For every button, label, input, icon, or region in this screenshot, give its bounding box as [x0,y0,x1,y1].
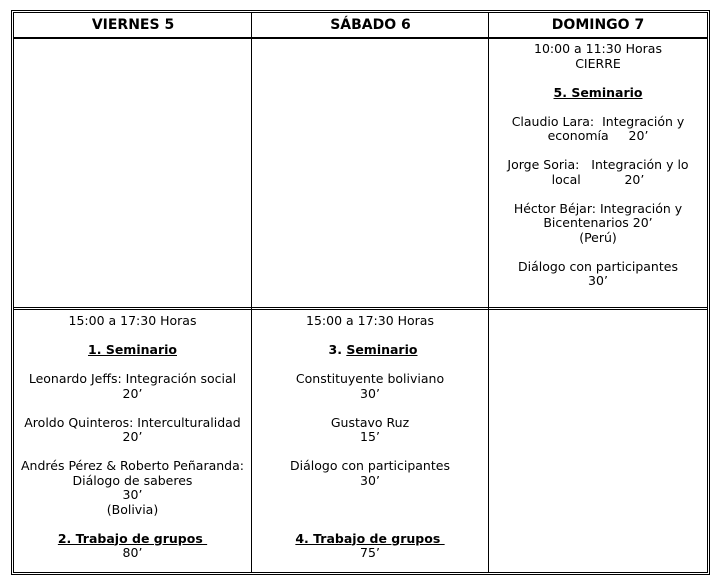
header-sabado: SÁBADO 6 [252,13,489,39]
talk-line: Diálogo con participantes [518,258,678,274]
talk-line: Aroldo Quinteros: Interculturalidad [24,414,241,430]
session-title: 2. Trabajo de grupos [57,530,208,546]
schedule-table [11,10,710,575]
session-title [252,343,488,358]
session-duration: 80’ [122,545,143,560]
talk-line: 30’ [588,273,608,288]
session-time: 15:00 a 17:30 Horas [68,313,197,328]
session-duration: 75’ [360,545,380,560]
talk-line: Constituyente boliviano [295,371,445,386]
talk-line: Héctor Béjar: Integración y [513,200,683,216]
sabado-afternoon-cell [252,314,488,561]
talk-line: 20’ [122,429,143,444]
talk-line: 15’ [360,429,380,444]
session-time: 15:00 a 17:30 Horas [306,313,434,328]
talk-line: Andrés Pérez & Roberto Peñaranda: [21,458,244,473]
talk-line: 20’ [122,385,143,401]
row-divider [14,307,707,310]
session-title: 5. Seminario [553,84,643,100]
talk-line: Claudio Lara: Integración y [511,113,685,129]
session-note: CIERRE [575,55,621,71]
talk-line: Bicentenarios 20’ [543,215,653,230]
viernes-afternoon-cell [14,314,251,561]
session-title-number: 3. [328,342,347,357]
talk-line: 30’ [360,472,380,488]
domingo-morning-cell [489,42,707,289]
talk-line: (Perú) [579,229,617,245]
session-time: 10:00 a 11:30 Horas [534,41,662,56]
talk-line: Diálogo de saberes [72,472,193,488]
talk-line: Gustavo Ruz [330,414,410,430]
talk-line: Diálogo con participantes [290,458,450,473]
session-title: 1. Seminario [88,342,177,357]
talk-line: 30’ [360,385,380,401]
talk-line: Jorge Soria: Integración y lo [507,157,689,172]
talk-line: 30’ [122,487,143,502]
talk-line: local 20’ [551,171,645,187]
header-domingo: DOMINGO 7 [489,13,707,39]
talk-line: economía 20’ [547,128,649,143]
talk-line: (Bolivia) [106,501,159,517]
header-viernes: VIERNES 5 [14,13,252,39]
talk-line: Leonardo Jeffs: Integración social [28,371,237,386]
session-title-word: Seminario [346,342,418,357]
session-title: 4. Trabajo de grupos [295,530,445,546]
